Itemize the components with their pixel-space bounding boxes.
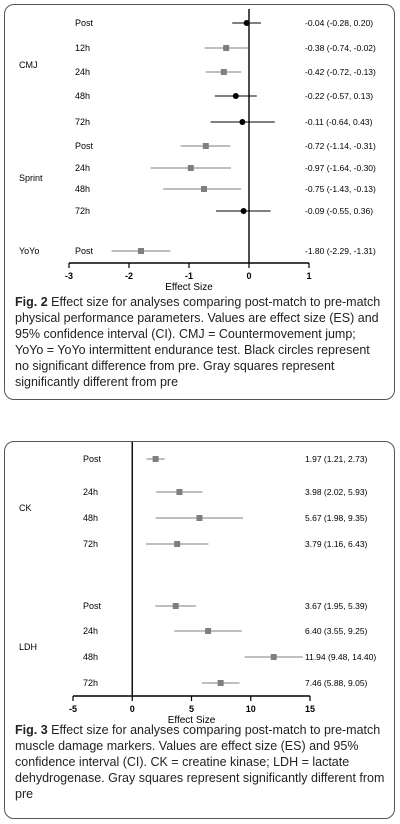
forest-plot-muscle-damage — [5, 442, 396, 726]
row-label: 72h — [75, 206, 91, 216]
es-value-label: 3.67 (1.95, 5.39) — [305, 601, 368, 611]
es-value-label: -0.11 (-0.64, 0.43) — [305, 117, 373, 127]
x-tick-label: 10 — [245, 704, 256, 714]
es-square-marker — [221, 69, 227, 75]
es-value-label: 7.46 (5.88, 9.05) — [305, 678, 368, 688]
es-value-label: -0.04 (-0.28, 0.20) — [305, 18, 374, 28]
x-axis-title: Effect Size — [167, 715, 216, 726]
es-value-label: -0.97 (-1.64, -0.30) — [305, 163, 376, 173]
row-label: 24h — [75, 67, 91, 77]
es-square-marker — [205, 628, 211, 634]
es-value-label: 11.94 (9.48, 14.40) — [305, 652, 377, 662]
es-value-label: -0.42 (-0.72, -0.13) — [305, 67, 376, 77]
es-value-label: -0.22 (-0.57, 0.13) — [305, 91, 374, 101]
group-label: YoYo — [19, 246, 40, 256]
es-square-marker — [201, 186, 207, 192]
es-value-label: -1.80 (-2.29, -1.31) — [305, 246, 376, 256]
row-label: 48h — [83, 652, 99, 662]
figure-2-caption-label: Fig. 2 — [15, 295, 48, 309]
es-value-label: -0.75 (-1.43, -0.13) — [305, 184, 376, 194]
es-square-marker — [218, 680, 224, 686]
es-square-marker — [203, 143, 209, 149]
es-square-marker — [153, 456, 159, 462]
row-label: Post — [83, 601, 102, 611]
x-tick-label: -3 — [64, 271, 74, 281]
figure-2-caption — [15, 294, 385, 390]
forest-plot-performance — [5, 5, 396, 295]
figure-3-panel — [4, 441, 395, 819]
row-label: Post — [75, 18, 94, 28]
x-tick-label: 0 — [129, 704, 135, 714]
es-circle-marker — [244, 20, 250, 26]
row-label: 48h — [75, 91, 91, 101]
row-label: 24h — [83, 487, 99, 497]
group-label: LDH — [19, 642, 38, 652]
figure-2-caption-text: Effect size for analyses comparing post-match to pre-match physical performance parameters. Values are effect size (ES) and 95% confidence interval (CI). CMJ = Countermovement jump; YoYo = YoYo intermittent endurance test. Black circles represent no significant difference from pre. Gray squares represent significantly different from pre — [15, 295, 381, 389]
figure-3-caption — [15, 722, 385, 802]
x-axis-title: Effect Size — [165, 282, 213, 293]
es-square-marker — [271, 654, 277, 660]
es-value-label: -0.09 (-0.55, 0.36) — [305, 206, 374, 216]
figure-3-caption-label: Fig. 3 — [15, 723, 48, 737]
es-value-label: -0.38 (-0.74, -0.02) — [305, 43, 376, 53]
es-square-marker — [176, 489, 182, 495]
es-square-marker — [173, 603, 179, 609]
row-label: 72h — [83, 678, 99, 688]
es-circle-marker — [239, 119, 245, 125]
es-value-label: 3.98 (2.02, 5.93) — [305, 487, 368, 497]
row-label: Post — [83, 454, 102, 464]
es-square-marker — [138, 248, 144, 254]
x-tick-label: 1 — [306, 271, 312, 281]
x-tick-label: 5 — [188, 704, 195, 714]
row-label: 48h — [83, 513, 99, 523]
x-tick-label: -5 — [68, 704, 78, 714]
es-circle-marker — [233, 93, 239, 99]
group-label: Sprint — [19, 173, 43, 183]
group-label: CK — [19, 503, 32, 513]
row-label: 72h — [83, 539, 99, 549]
es-value-label: 5.67 (1.98, 9.35) — [305, 513, 368, 523]
es-value-label: 1.97 (1.21, 2.73) — [305, 454, 368, 464]
x-tick-label: 15 — [304, 704, 316, 714]
es-circle-marker — [241, 208, 247, 214]
row-label: Post — [75, 141, 94, 151]
es-value-label: 3.79 (1.16, 6.43) — [305, 539, 368, 549]
row-label: 72h — [75, 117, 91, 127]
x-tick-label: 0 — [246, 271, 252, 281]
row-label: 24h — [83, 626, 99, 636]
es-value-label: -0.72 (-1.14, -0.31) — [305, 141, 376, 151]
es-square-marker — [188, 165, 194, 171]
figure-2-panel — [4, 4, 395, 400]
group-label: CMJ — [19, 60, 38, 70]
row-label: 24h — [75, 163, 91, 173]
es-square-marker — [223, 45, 229, 51]
figure-3-caption-text: Effect size for analyses comparing post-match to pre-match muscle damage markers. Values are effect size (ES) and 95% confidence interval (CI). CK = creatine kinase; LDH = lactate dehydrogenase. Gray squares represent significantly different from pre — [15, 723, 385, 801]
es-square-marker — [174, 541, 180, 547]
es-value-label: 6.40 (3.55, 9.25) — [305, 626, 368, 636]
x-tick-label: -1 — [184, 271, 194, 281]
row-label: 12h — [75, 43, 91, 53]
row-label: 48h — [75, 184, 91, 194]
x-tick-label: -2 — [124, 271, 134, 281]
es-square-marker — [196, 515, 202, 521]
row-label: Post — [75, 246, 94, 256]
